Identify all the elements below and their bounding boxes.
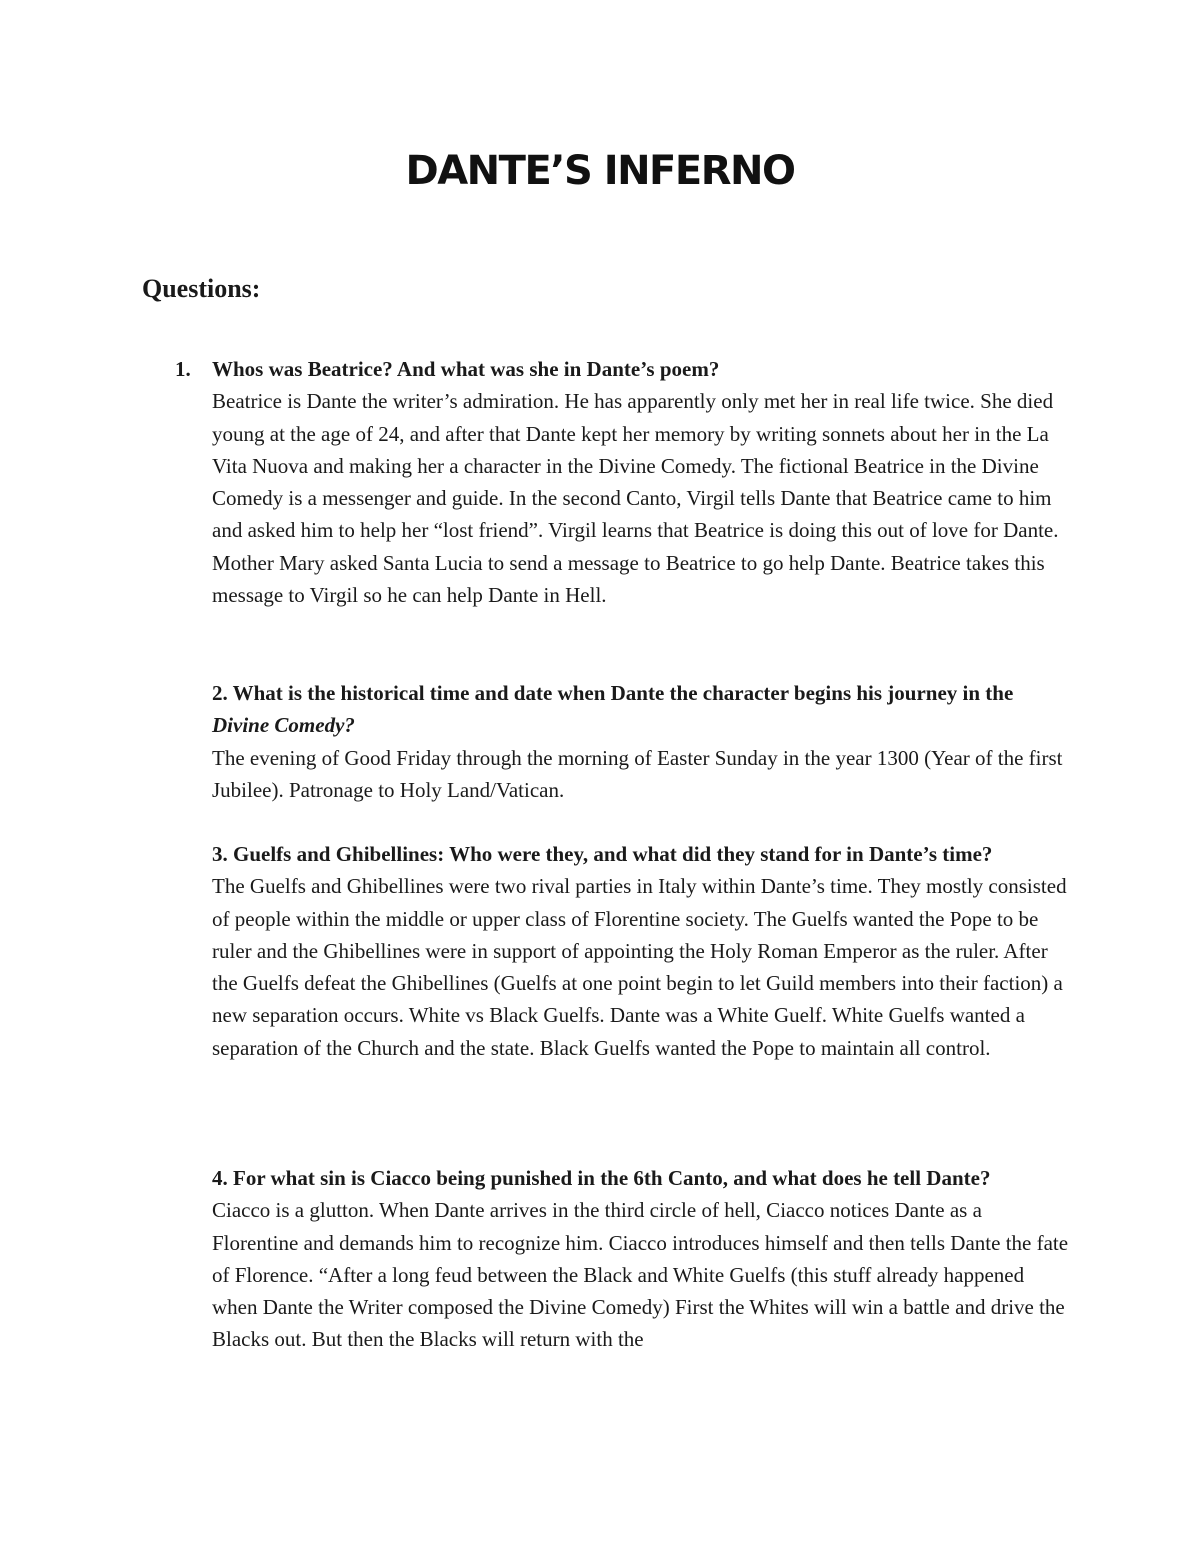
question-text-2: What is the historical time and date when Dante the character begins his journey in the <box>232 681 1014 705</box>
question-2 <box>212 677 1072 742</box>
question-number-2: 2. <box>212 681 228 705</box>
question-block-1 <box>175 353 1072 611</box>
answer-2: The evening of Good Friday through the morning of Easter Sunday in the year 1300 (Year of the first Jubilee). Patronage to Holy Land/Vatican. <box>212 745 1063 802</box>
question-number-3: 3. <box>212 842 228 866</box>
question-block-2 <box>212 677 1072 806</box>
question-block-3 <box>212 838 1072 1064</box>
question-text-3: Guelfs and Ghibellines: Who were they, and what did they stand for in Dante’s time? <box>233 842 993 866</box>
document-title: DANTE’S INFERNO <box>405 148 795 194</box>
question-number-4: 4. <box>212 1166 228 1190</box>
answer-3: The Guelfs and Ghibellines were two rival parties in Italy within Dante’s time. They mostly consisted of people within the middle or upper class of Florentine society. The Guelfs wanted the Pope to be ruler and the Ghibellines were in support of appointing the Holy Roman Emperor as the ruler. After the Guelfs defeat the Ghibellines (Guelfs at one point begin to let Guild members into their faction) a new separation occurs. White vs Black Guelfs. Dante was a White Guelf. White Guelfs wanted a separation of the Church and the state. Black Guelfs wanted the Pope to maintain all control. <box>212 874 1067 1060</box>
question-text-4: For what sin is Ciacco being punished in the 6th Canto, and what does he tell Dante? <box>233 1166 991 1190</box>
question-text-2-italic: Divine Comedy? <box>212 713 355 738</box>
answer-4: Ciacco is a glutton. When Dante arrives in the third circle of hell, Ciacco notices Dante as a Florentine and demands him to recognize him. Ciacco introduces himself and then tells Dante the fate of Florence. “After a long feud between the Black and White Guelfs (this stuff already happened when Dante the Writer composed the Divine Comedy) First the Whites will win a battle and drive the Blacks out. But then the Blacks will return with the <box>212 1198 1069 1352</box>
question-text-1: Whos was Beatrice? And what was she in Dante’s poem? <box>212 357 720 381</box>
question-4 <box>212 1162 1072 1194</box>
question-3 <box>212 838 1072 870</box>
question-1 <box>175 353 1072 385</box>
question-block-4 <box>212 1162 1072 1356</box>
answer-1: Beatrice is Dante the writer’s admiration. He has apparently only met her in real life twice. She died young at the age of 24, and after that Dante kept her memory by writing sonnets about her in the La Vita Nuova and making her a character in the Divine Comedy. The fictional Beatrice in the Divine Comedy is a messenger and guide. In the second Canto, Virgil tells Dante that Beatrice came to him and asked him to help her “lost friend”. Virgil learns that Beatrice is doing this out of love for Dante. Mother Mary asked Santa Lucia to send a message to Beatrice to go help Dante. Beatrice takes this message to Virgil so he can help Dante in Hell. <box>212 389 1059 608</box>
questions-heading: Questions: <box>142 274 261 303</box>
question-number-1: 1. <box>175 357 191 381</box>
